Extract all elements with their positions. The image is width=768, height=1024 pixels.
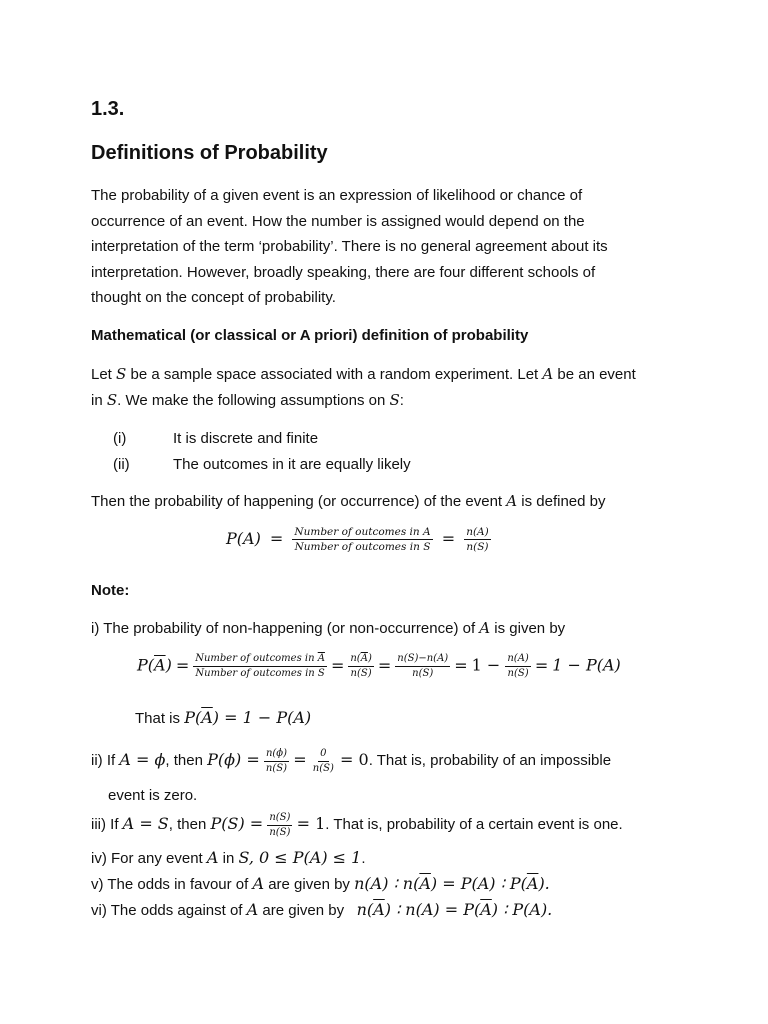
intro-line: interpretation. However, broadly speaking, there are four different schools of: [91, 263, 596, 281]
intro-line: thought on the concept of probability.: [91, 289, 336, 306]
note-item-i: i) The probability of non-happening (or non-occurrence) of A is given by: [91, 619, 566, 637]
note-item-iv: iv) For any event A in S, 0 ≤ P(A) ≤ 1.: [91, 848, 366, 867]
note-item-v: v) The odds in favour of A are given by n(A) ∶ $n(\overline{A}) = P(A)$ ∶ $P(\overline{A})$.: [91, 874, 550, 893]
that-is-line: That is $P(\overline{A}) = 1 - P(A)$: [135, 708, 312, 727]
classical-heading: Mathematical (or classical or A priori) definition of probability: [91, 327, 529, 344]
then-line: Then the probability of happening (or occurrence) of the event A is defined by: [91, 492, 606, 510]
classical-line-2: in S. We make the following assumptions on S:: [91, 390, 404, 409]
note-label: Note:: [91, 582, 130, 599]
classical-paragraph: [91, 362, 636, 413]
intro-line: interpretation of the term ‘probability’. There is no general agreement about its: [91, 238, 608, 255]
fraction: $\frac{n(\phi)}{n(S)}$: [265, 748, 288, 774]
list-item: (i) It is discrete and finite: [113, 430, 319, 447]
fraction: $\frac{n(\overline{A})}{n(S)}$: [350, 653, 372, 679]
fraction: $\frac{Number of outcomes in \overline{A}}{\text{Number of outcomes in S}}$: [195, 653, 325, 679]
intro-line: The probability of a given event is an expression of likelihood or chance of: [91, 187, 583, 204]
fraction: $\frac{0}{n(S)}$: [312, 748, 334, 774]
note-item-ii: ii) If A = ϕ, then P(ϕ) = $\frac{n(\phi)}{n(S)}$ = $\frac{0}{n(S)}$ = 0. That is, probability of an impossible: [91, 748, 612, 774]
note-item-ii-line2: event is zero.: [108, 787, 198, 804]
fraction: $\frac{n(A)}{n(S)}$: [507, 653, 529, 679]
classical-line-1: Let S be a sample space associated with a random experiment. Let A be an event: [91, 365, 636, 383]
list-item: (ii) The outcomes in it are equally likely: [113, 455, 411, 473]
page-title: Definitions of Probability: [91, 142, 328, 164]
section-number: 1.3.: [91, 98, 125, 120]
intro-paragraph: [91, 183, 608, 311]
fraction: $\frac{n(S)}{n(S)}$: [269, 812, 291, 838]
note-item-iii: iii) If A = S, then P(S) = $\frac{n(S)}{n(S)}$ = 1. That is, probability of a certain event is one.: [91, 812, 623, 838]
intro-line: occurrence of an event. How the number is assigned would depend on the: [91, 212, 585, 230]
complement-formula: $P(\overline{A})$ = $\frac{Number of outcomes in \overline{A}}{\text{Number of outcomes in S}}$ = $\frac{n(\overline{A})}{n(S)}$ = $\frac{n(S)-n(A)}{n(S)}$ = 1 − $\frac{n(A)}{n(S)}$ = 1 − P(A): [137, 653, 621, 679]
classical-formula: P(A) = $\frac{\text{Number of outcomes in A}}{\text{Number of outcomes in S}}$ = $\frac{n(A)}{n(S)}$: [226, 526, 489, 554]
note-item-vi: vi) The odds against of A are given by $n(\overline{A})$ ∶ $n(A) = P(\overline{A})$ ∶ P(A).: [91, 900, 553, 919]
fraction: $\frac{n(A)}{n(S)}$: [466, 526, 489, 554]
fraction: $\frac{\text{Number of outcomes in A}}{\text{Number of outcomes in S}}$: [294, 526, 431, 554]
fraction: $\frac{n(S)-n(A)}{n(S)}$: [397, 653, 449, 679]
assumptions-list: [113, 426, 411, 477]
